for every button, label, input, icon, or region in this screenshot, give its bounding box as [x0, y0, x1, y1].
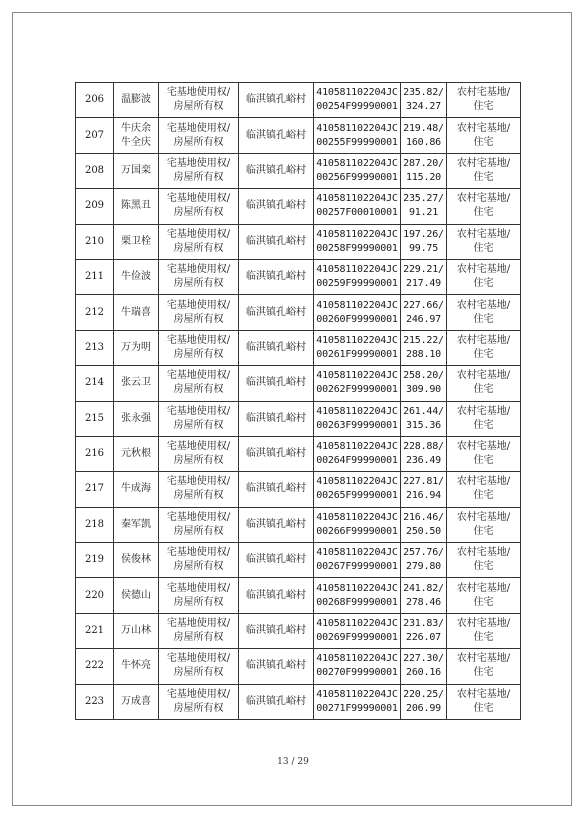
table-row	[76, 649, 521, 684]
cell-usage: 农村宅基地/ 住宅	[447, 613, 521, 648]
cell-owner-name: 牛瑞喜	[114, 295, 159, 330]
cell-owner-name: 元秋根	[114, 436, 159, 471]
cell-right-type: 宅基地使用权/ 房屋所有权	[159, 684, 239, 719]
cell-owner-name: 万国栾	[114, 153, 159, 188]
cell-unit-code: 410581102204JC 00270F99990001	[314, 649, 401, 684]
cell-unit-code: 410581102204JC 00266F99990001	[314, 507, 401, 542]
cell-right-type: 宅基地使用权/ 房屋所有权	[159, 118, 239, 153]
cell-owner-name: 侯俊林	[114, 543, 159, 578]
cell-right-type: 宅基地使用权/ 房屋所有权	[159, 295, 239, 330]
cell-row-number: 208	[76, 153, 114, 188]
cell-owner-name: 牛成海	[114, 472, 159, 507]
cell-row-number: 218	[76, 507, 114, 542]
cell-usage: 农村宅基地/ 住宅	[447, 578, 521, 613]
cell-location: 临淇镇孔峪村	[239, 401, 314, 436]
cell-row-number: 220	[76, 578, 114, 613]
cell-right-type: 宅基地使用权/ 房屋所有权	[159, 578, 239, 613]
cell-unit-code: 410581102204JC 00261F99990001	[314, 330, 401, 365]
cell-right-type: 宅基地使用权/ 房屋所有权	[159, 224, 239, 259]
cell-unit-code: 410581102204JC 00255F99990001	[314, 118, 401, 153]
cell-location: 临淇镇孔峪村	[239, 259, 314, 294]
cell-location: 临淇镇孔峪村	[239, 436, 314, 471]
cell-usage: 农村宅基地/ 住宅	[447, 507, 521, 542]
cell-owner-name: 栗卫栓	[114, 224, 159, 259]
cell-right-type: 宅基地使用权/ 房屋所有权	[159, 401, 239, 436]
cell-location: 临淇镇孔峪村	[239, 684, 314, 719]
cell-area: 220.25/ 206.99	[401, 684, 447, 719]
cell-usage: 农村宅基地/ 住宅	[447, 472, 521, 507]
table-row	[76, 578, 521, 613]
table-row	[76, 259, 521, 294]
table-row	[76, 613, 521, 648]
cell-usage: 农村宅基地/ 住宅	[447, 118, 521, 153]
cell-row-number: 210	[76, 224, 114, 259]
cell-unit-code: 410581102204JC 00271F99990001	[314, 684, 401, 719]
cell-right-type: 宅基地使用权/ 房屋所有权	[159, 436, 239, 471]
cell-location: 临淇镇孔峪村	[239, 224, 314, 259]
cell-owner-name: 张永强	[114, 401, 159, 436]
cell-row-number: 206	[76, 83, 114, 118]
cell-right-type: 宅基地使用权/ 房屋所有权	[159, 366, 239, 401]
cell-area: 235.82/ 324.27	[401, 83, 447, 118]
cell-usage: 农村宅基地/ 住宅	[447, 436, 521, 471]
cell-location: 临淇镇孔峪村	[239, 507, 314, 542]
cell-area: 219.48/ 160.86	[401, 118, 447, 153]
cell-area: 227.30/ 260.16	[401, 649, 447, 684]
cell-area: 216.46/ 250.50	[401, 507, 447, 542]
cell-location: 临淇镇孔峪村	[239, 613, 314, 648]
cell-location: 临淇镇孔峪村	[239, 153, 314, 188]
table-row	[76, 366, 521, 401]
cell-row-number: 216	[76, 436, 114, 471]
cell-right-type: 宅基地使用权/ 房屋所有权	[159, 153, 239, 188]
cell-location: 临淇镇孔峪村	[239, 472, 314, 507]
cell-usage: 农村宅基地/ 住宅	[447, 684, 521, 719]
cell-area: 228.88/ 236.49	[401, 436, 447, 471]
cell-area: 261.44/ 315.36	[401, 401, 447, 436]
table-row	[76, 224, 521, 259]
cell-row-number: 221	[76, 613, 114, 648]
registry-table	[75, 82, 521, 720]
cell-usage: 农村宅基地/ 住宅	[447, 543, 521, 578]
cell-location: 临淇镇孔峪村	[239, 330, 314, 365]
cell-unit-code: 410581102204JC 00262F99990001	[314, 366, 401, 401]
table-row	[76, 684, 521, 719]
cell-owner-name: 侯德山	[114, 578, 159, 613]
page-number: 13 / 29	[277, 757, 309, 767]
cell-location: 临淇镇孔峪村	[239, 543, 314, 578]
cell-usage: 农村宅基地/ 住宅	[447, 224, 521, 259]
cell-location: 临淇镇孔峪村	[239, 83, 314, 118]
cell-location: 临淇镇孔峪村	[239, 118, 314, 153]
cell-unit-code: 410581102204JC 00256F99990001	[314, 153, 401, 188]
cell-usage: 农村宅基地/ 住宅	[447, 259, 521, 294]
cell-usage: 农村宅基地/ 住宅	[447, 153, 521, 188]
cell-owner-name: 秦军凯	[114, 507, 159, 542]
cell-right-type: 宅基地使用权/ 房屋所有权	[159, 189, 239, 224]
cell-row-number: 211	[76, 259, 114, 294]
cell-unit-code: 410581102204JC 00264F99990001	[314, 436, 401, 471]
cell-unit-code: 410581102204JC 00259F99990001	[314, 259, 401, 294]
cell-unit-code: 410581102204JC 00258F99990001	[314, 224, 401, 259]
cell-area: 241.82/ 278.46	[401, 578, 447, 613]
cell-usage: 农村宅基地/ 住宅	[447, 401, 521, 436]
cell-unit-code: 410581102204JC 00267F99990001	[314, 543, 401, 578]
cell-owner-name: 万山林	[114, 613, 159, 648]
cell-right-type: 宅基地使用权/ 房屋所有权	[159, 330, 239, 365]
cell-location: 临淇镇孔峪村	[239, 649, 314, 684]
cell-unit-code: 410581102204JC 00268F99990001	[314, 578, 401, 613]
cell-row-number: 212	[76, 295, 114, 330]
cell-usage: 农村宅基地/ 住宅	[447, 83, 521, 118]
cell-owner-name: 张云卫	[114, 366, 159, 401]
table-row	[76, 436, 521, 471]
cell-unit-code: 410581102204JC 00265F99990001	[314, 472, 401, 507]
cell-unit-code: 410581102204JC 00269F99990001	[314, 613, 401, 648]
cell-right-type: 宅基地使用权/ 房屋所有权	[159, 613, 239, 648]
cell-usage: 农村宅基地/ 住宅	[447, 330, 521, 365]
cell-area: 227.66/ 246.97	[401, 295, 447, 330]
cell-area: 258.20/ 309.90	[401, 366, 447, 401]
cell-owner-name: 万成喜	[114, 684, 159, 719]
cell-unit-code: 410581102204JC 00260F99990001	[314, 295, 401, 330]
cell-row-number: 217	[76, 472, 114, 507]
table-row	[76, 153, 521, 188]
cell-area: 227.81/ 216.94	[401, 472, 447, 507]
cell-unit-code: 410581102204JC 00263F99990001	[314, 401, 401, 436]
cell-owner-name: 陈黑丑	[114, 189, 159, 224]
cell-owner-name: 温膨波	[114, 83, 159, 118]
cell-area: 231.83/ 226.07	[401, 613, 447, 648]
cell-area: 257.76/ 279.80	[401, 543, 447, 578]
cell-row-number: 207	[76, 118, 114, 153]
cell-row-number: 223	[76, 684, 114, 719]
table-row	[76, 330, 521, 365]
cell-right-type: 宅基地使用权/ 房屋所有权	[159, 259, 239, 294]
table-body	[76, 83, 521, 720]
cell-row-number: 209	[76, 189, 114, 224]
cell-location: 临淇镇孔峪村	[239, 578, 314, 613]
cell-owner-name: 牛俭波	[114, 259, 159, 294]
cell-usage: 农村宅基地/ 住宅	[447, 295, 521, 330]
cell-usage: 农村宅基地/ 住宅	[447, 649, 521, 684]
table-row	[76, 472, 521, 507]
table-row	[76, 118, 521, 153]
cell-usage: 农村宅基地/ 住宅	[447, 366, 521, 401]
cell-row-number: 214	[76, 366, 114, 401]
cell-right-type: 宅基地使用权/ 房屋所有权	[159, 543, 239, 578]
table-row	[76, 401, 521, 436]
table-row	[76, 295, 521, 330]
cell-area: 215.22/ 288.10	[401, 330, 447, 365]
cell-right-type: 宅基地使用权/ 房屋所有权	[159, 507, 239, 542]
cell-owner-name: 牛庆余 牛全庆	[114, 118, 159, 153]
cell-area: 235.27/ 91.21	[401, 189, 447, 224]
table-row	[76, 189, 521, 224]
cell-area: 287.20/ 115.20	[401, 153, 447, 188]
cell-location: 临淇镇孔峪村	[239, 366, 314, 401]
cell-owner-name: 牛怀亮	[114, 649, 159, 684]
cell-location: 临淇镇孔峪村	[239, 295, 314, 330]
table-row	[76, 507, 521, 542]
table-row	[76, 83, 521, 118]
cell-location: 临淇镇孔峪村	[239, 189, 314, 224]
cell-right-type: 宅基地使用权/ 房屋所有权	[159, 649, 239, 684]
table-row	[76, 543, 521, 578]
cell-row-number: 215	[76, 401, 114, 436]
cell-unit-code: 410581102204JC 00257F00010001	[314, 189, 401, 224]
cell-area: 197.26/ 99.75	[401, 224, 447, 259]
cell-usage: 农村宅基地/ 住宅	[447, 189, 521, 224]
cell-row-number: 219	[76, 543, 114, 578]
cell-row-number: 222	[76, 649, 114, 684]
cell-right-type: 宅基地使用权/ 房屋所有权	[159, 472, 239, 507]
cell-row-number: 213	[76, 330, 114, 365]
cell-owner-name: 万为明	[114, 330, 159, 365]
cell-right-type: 宅基地使用权/ 房屋所有权	[159, 83, 239, 118]
cell-unit-code: 410581102204JC 00254F99990001	[314, 83, 401, 118]
cell-area: 229.21/ 217.49	[401, 259, 447, 294]
